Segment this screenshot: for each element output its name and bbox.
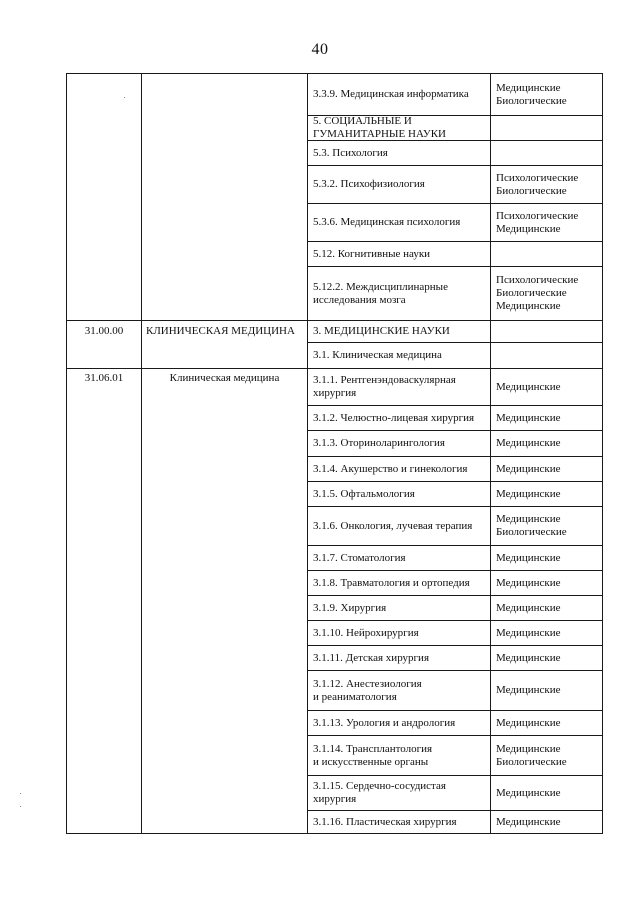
scan-speck — [20, 806, 21, 807]
specialty-cell: 5.12.2. Междисциплинарные исследования мозга — [313, 280, 448, 306]
sciences-cell: Медицинские — [496, 437, 561, 449]
sciences-cell: Медицинские — [496, 626, 561, 639]
sciences-cell: Медицинские — [496, 651, 561, 664]
column-divider — [490, 595, 491, 621]
column-divider — [490, 456, 491, 482]
column-divider — [490, 735, 491, 776]
specialty-cell: 3.1.1. Рентгенэндоваскулярная хирургия — [313, 374, 456, 399]
sciences-cell — [491, 321, 602, 342]
column-divider — [141, 73, 142, 834]
sciences-cell: Психологические Медицинские — [496, 209, 579, 235]
specialty-cell: 5. СОЦИАЛЬНЫЕ И ГУМАНИТАРНЫЕ НАУКИ — [313, 115, 446, 140]
specialty-cell: 5.3.6. Медицинская психология — [313, 216, 461, 228]
specialty-cell: 3.1.2. Челюстно-лицевая хирургия — [313, 411, 475, 424]
specialty-cell: 3.1.13. Урология и андрология — [313, 716, 456, 729]
sciences-cell: Медицинские — [496, 487, 561, 500]
sciences-cell: Медицинские — [496, 601, 561, 614]
specialty-cell: 3.1.9. Хирургия — [313, 601, 387, 614]
specialty-cell: 5.12. Когнитивные науки — [313, 247, 431, 260]
specialty-cell: 3.1.12. Анестезиология и реаниматология — [313, 677, 422, 703]
sciences-cell: Медицинские — [496, 411, 561, 424]
specialty-cell: 3.1.16. Пластическая хирургия — [313, 815, 457, 828]
sciences-cell — [491, 343, 602, 368]
sciences-cell: Медицинские — [496, 576, 561, 589]
column-divider — [490, 545, 491, 571]
column-divider — [490, 368, 491, 406]
column-divider — [490, 342, 491, 369]
specialty-cell: 3.1.5. Офтальмология — [313, 487, 415, 500]
specialty-cell: 3.1.15. Сердечно-сосудистая хирургия — [313, 780, 446, 805]
page-number: 40 — [311, 41, 329, 58]
sciences-cell — [491, 242, 602, 266]
column-divider — [490, 775, 491, 811]
specialty-cell: 3.1.4. Акушерство и гинекология — [313, 462, 468, 475]
column-divider — [490, 645, 491, 671]
table-border-right — [602, 73, 603, 834]
name-cell: Клиническая медицина — [169, 372, 280, 384]
scan-speck — [20, 793, 21, 794]
sciences-cell: Медицинские — [496, 716, 561, 729]
column-divider — [490, 620, 491, 646]
sciences-cell: Медицинские Биологические — [496, 81, 567, 107]
specialty-cell: 3.1.11. Детская хирургия — [313, 651, 430, 664]
column-divider — [490, 570, 491, 596]
column-divider — [490, 710, 491, 736]
column-divider — [490, 115, 491, 141]
specialty-cell: 3.1. Клиническая медицина — [313, 349, 442, 361]
sciences-cell — [491, 141, 602, 165]
column-divider — [490, 140, 491, 166]
column-divider — [490, 670, 491, 711]
sciences-cell: Медицинские — [496, 462, 561, 475]
column-divider — [490, 430, 491, 457]
specialty-cell: 3.1.7. Стоматология — [313, 551, 406, 564]
sciences-cell: Медицинские Биологические — [496, 742, 567, 768]
specialty-cell: 3.1.6. Онкология, лучевая терапия — [313, 519, 473, 532]
column-divider — [490, 266, 491, 321]
sciences-cell: Медицинские — [496, 551, 561, 564]
sciences-cell: Медицинские — [496, 684, 561, 696]
sciences-cell: Психологические Биологические Медицинские — [496, 274, 579, 312]
specialty-cell: 3.1.8. Травматология и ортопедия — [313, 576, 470, 589]
specialty-cell: 5.3.2. Психофизиология — [313, 178, 425, 190]
code-cell: 31.06.01 — [84, 372, 124, 384]
column-divider — [490, 320, 491, 343]
sciences-cell: Медицинские Биологические — [496, 513, 567, 538]
specialty-cell: 3.1.14. Трансплантология и искусственные органы — [313, 742, 433, 768]
column-divider — [490, 73, 491, 116]
specialty-cell: 5.3. Психология — [313, 146, 388, 159]
column-divider — [490, 203, 491, 242]
sciences-cell: Медицинские — [496, 815, 561, 828]
column-divider — [490, 241, 491, 267]
column-divider — [490, 405, 491, 431]
column-divider — [490, 165, 491, 204]
specialty-cell: 3. МЕДИЦИНСКИЕ НАУКИ — [313, 325, 450, 337]
specialty-cell: 3.3.9. Медицинская информатика — [313, 88, 469, 100]
column-divider — [490, 810, 491, 834]
row-divider-full — [66, 833, 603, 834]
sciences-cell: Медицинские — [496, 786, 561, 799]
name-cell: КЛИНИЧЕСКАЯ МЕДИЦИНА — [146, 325, 295, 337]
sciences-cell: Психологические Биологические — [496, 171, 579, 197]
sciences-cell — [491, 116, 602, 140]
scan-speck — [124, 97, 125, 98]
code-cell: 31.00.00 — [84, 325, 124, 337]
specialty-cell: 3.1.10. Нейрохирургия — [313, 626, 419, 639]
table-border-left — [66, 73, 67, 834]
sciences-cell: Медицинские — [496, 380, 561, 393]
specialty-cell: 3.1.3. Оториноларингология — [313, 437, 445, 449]
column-divider — [490, 481, 491, 507]
column-divider — [490, 506, 491, 546]
